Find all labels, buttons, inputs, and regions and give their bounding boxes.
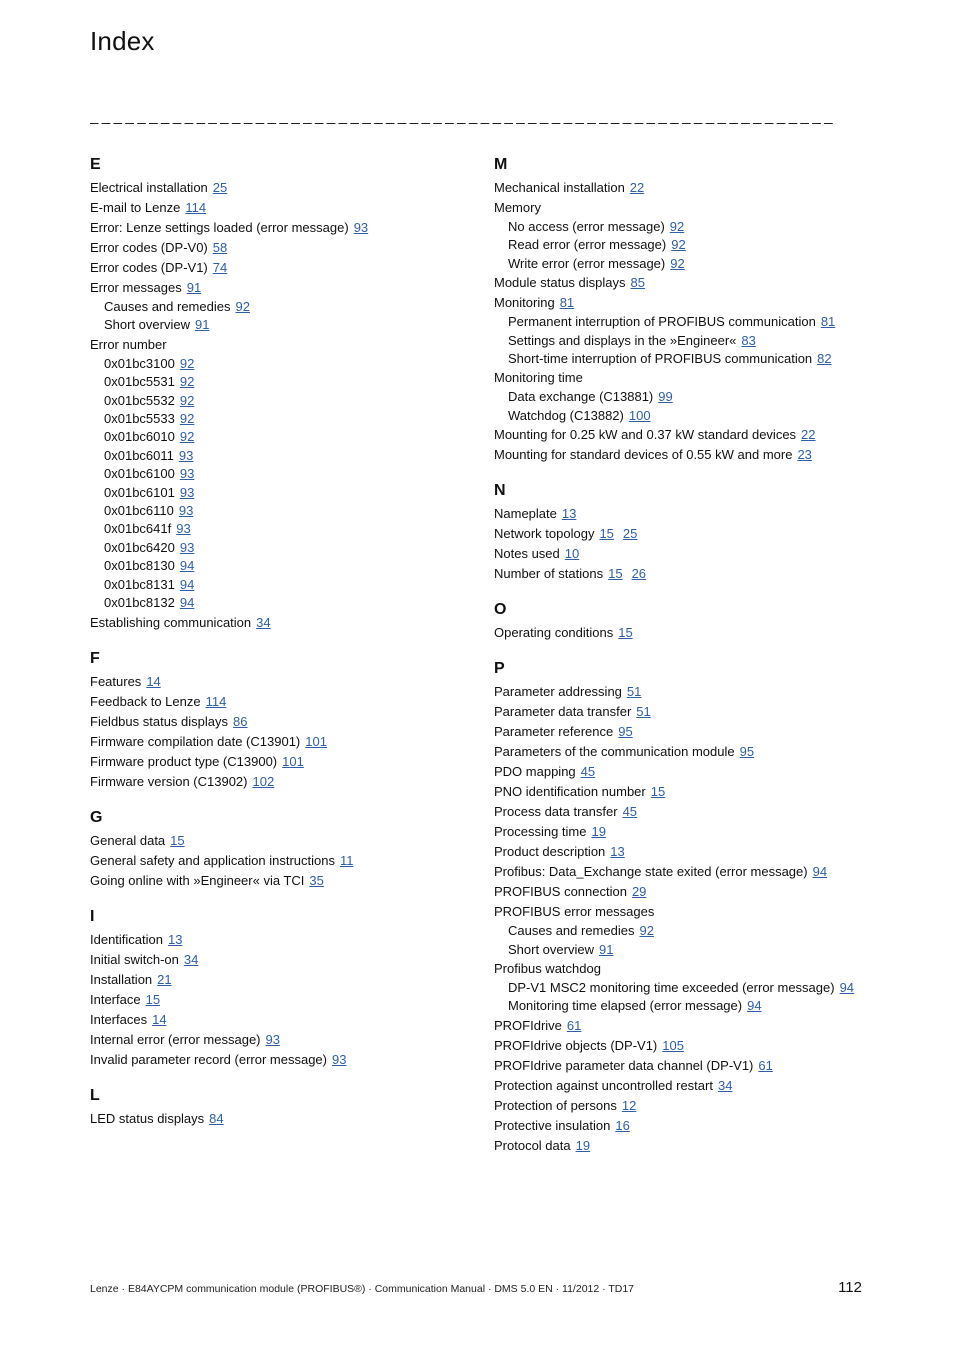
index-section-e — [90, 154, 470, 633]
entry-text: Initial switch-on — [90, 951, 179, 967]
index-entry — [494, 445, 874, 465]
index-subentry — [90, 447, 470, 465]
index-subentry — [494, 979, 874, 997]
index-entry — [494, 564, 874, 584]
index-section-m — [494, 154, 874, 465]
page-link[interactable]: 102 — [252, 773, 275, 789]
index-subentry — [90, 298, 470, 316]
section-letter: F — [90, 649, 100, 667]
entry-text: Operating conditions — [494, 625, 614, 641]
entry-text: Parameters of the communication module — [494, 744, 735, 760]
entry-text: LED status displays — [90, 1110, 205, 1126]
page-link[interactable]: 93 — [179, 466, 195, 482]
index-subentry — [90, 557, 470, 575]
index-subentry — [90, 355, 470, 373]
entry-text: E-mail to Lenze — [90, 200, 181, 215]
index-entry — [90, 198, 470, 218]
entry-text: 0x01bc6010 — [104, 429, 175, 445]
section-letter: L — [90, 1086, 100, 1104]
entry-text: Memory — [494, 200, 541, 215]
index-entry — [494, 959, 874, 979]
index-entry — [90, 851, 470, 871]
index-entry — [494, 742, 874, 762]
entry-text: Profibus: Data_Exchange state exited (error message) — [494, 864, 808, 880]
index-subentry — [90, 392, 470, 410]
entry-text: 0x01bc5531 — [104, 374, 175, 390]
page-link[interactable]: 34 — [183, 951, 199, 967]
index-entry — [90, 238, 470, 258]
index-entry — [90, 831, 470, 851]
page-link[interactable]: 26 — [631, 566, 647, 582]
page-link[interactable]: 100 — [628, 407, 651, 423]
section-letter: N — [494, 482, 506, 500]
entry-text: Interface — [90, 991, 141, 1007]
entry-text: Protocol data — [494, 1137, 571, 1153]
index-entry — [494, 1116, 874, 1136]
entry-text: Electrical installation — [90, 180, 208, 195]
page-link[interactable]: 86 — [233, 713, 248, 729]
entry-text: Monitoring time elapsed (error message) — [508, 998, 743, 1014]
page-link[interactable]: 25 — [212, 180, 228, 195]
index-entry — [494, 722, 874, 742]
entry-text: 0x01bc8130 — [104, 558, 175, 574]
index-entry — [90, 871, 470, 891]
section-letter: G — [90, 808, 103, 826]
page-link[interactable]: 51 — [636, 704, 651, 720]
page-link[interactable]: 92 — [179, 429, 195, 445]
index-subentry — [90, 373, 470, 391]
entry-text: Parameter data transfer — [494, 704, 632, 720]
entry-text: Read error (error message) — [508, 237, 667, 253]
page-link[interactable]: 23 — [797, 447, 812, 463]
index-entry — [494, 293, 874, 313]
entry-text: PROFIdrive parameter data channel (DP-V1) — [494, 1057, 754, 1073]
index-entry — [90, 278, 470, 298]
index-subentry — [494, 218, 874, 236]
entry-text: PROFIBUS connection — [494, 884, 627, 900]
entry-text: Interfaces — [90, 1011, 148, 1027]
entry-text: 0x01bc8132 — [104, 595, 175, 611]
index-section-p — [494, 658, 874, 1156]
index-column-right — [494, 154, 874, 1171]
index-column-left — [90, 154, 470, 1144]
index-subentry — [494, 388, 874, 406]
page-link[interactable]: 34 — [256, 614, 271, 630]
index-entry — [494, 842, 874, 862]
page-title: Index — [90, 26, 155, 56]
page-link[interactable]: 15 — [170, 832, 185, 848]
index-entry — [90, 732, 470, 752]
index-entry — [494, 544, 874, 564]
page-link[interactable]: 94 — [812, 864, 828, 880]
index-entry — [494, 1016, 874, 1036]
page-link[interactable]: 93 — [179, 484, 195, 500]
index-entry — [494, 524, 874, 544]
index-entry — [90, 258, 470, 278]
index-entry — [494, 425, 874, 445]
entry-text: Product description — [494, 844, 606, 860]
index-entry — [494, 1056, 874, 1076]
page-link[interactable]: 81 — [820, 314, 836, 330]
entry-text: 0x01bc5533 — [104, 411, 175, 427]
page-link[interactable]: 84 — [209, 1110, 224, 1126]
page-link[interactable]: 101 — [282, 753, 304, 769]
index-entry — [90, 692, 470, 712]
header-rule: _______________________________________________________________ — [90, 110, 837, 124]
entry-text: Identification — [90, 931, 163, 947]
entry-text: Causes and remedies — [508, 923, 635, 939]
page-link[interactable]: 91 — [598, 941, 614, 957]
entry-text: 0x01bc641f — [104, 521, 172, 537]
page-link[interactable]: 25 — [622, 526, 638, 542]
entry-text: 0x01bc6100 — [104, 466, 175, 482]
entry-text: PROFIdrive — [494, 1017, 562, 1033]
page-link[interactable]: 92 — [179, 411, 195, 427]
page-link[interactable]: 61 — [758, 1057, 773, 1073]
entry-text: 0x01bc5532 — [104, 392, 175, 408]
page-link[interactable]: 82 — [817, 351, 832, 367]
index-subentry — [494, 236, 874, 254]
index-entry — [494, 368, 874, 388]
page-link[interactable]: 15 — [608, 566, 623, 582]
page-link[interactable]: 83 — [741, 332, 756, 348]
entry-text: Error messages — [90, 280, 182, 295]
page-link[interactable]: 92 — [179, 374, 195, 390]
page-link[interactable]: 16 — [615, 1117, 630, 1133]
page-link[interactable]: 13 — [561, 506, 577, 522]
page-link[interactable]: 61 — [566, 1017, 582, 1033]
entry-text: Data exchange (C13881) — [508, 389, 654, 405]
index-section-n — [494, 480, 874, 584]
entry-text: PROFIdrive objects (DP-V1) — [494, 1037, 658, 1053]
page-link[interactable]: 15 — [599, 526, 614, 542]
index-entry — [494, 802, 874, 822]
page-link[interactable]: 92 — [670, 255, 685, 271]
index-entry — [494, 902, 874, 922]
footer-text: Lenze · E84AYCPM communication module (PROFIBUS®) · Communication Manual · DMS 5.0 EN · 11/2012 · TD17 — [90, 1283, 635, 1295]
index-subentry — [90, 410, 470, 428]
index-entry — [90, 1109, 470, 1129]
page-link[interactable]: 105 — [662, 1037, 684, 1053]
index-subentry — [90, 465, 470, 483]
page-link[interactable]: 93 — [176, 521, 191, 537]
entry-text: Fieldbus status displays — [90, 713, 229, 729]
entry-text: Mechanical installation — [494, 180, 625, 195]
entry-text: Permanent interruption of PROFIBUS communication — [508, 314, 816, 330]
index-subentry — [90, 539, 470, 557]
index-entry — [494, 1096, 874, 1116]
entry-text: 0x01bc6110 — [104, 503, 174, 519]
entry-text: 0x01bc3100 — [104, 355, 175, 371]
entry-text: PNO identification number — [494, 784, 646, 800]
page-link[interactable]: 92 — [179, 355, 195, 371]
page-link[interactable]: 85 — [630, 275, 645, 291]
page-link[interactable]: 93 — [178, 503, 194, 519]
page-link[interactable]: 35 — [309, 872, 324, 888]
entry-text: Firmware product type (C13900) — [90, 753, 278, 769]
entry-text: Firmware version (C13902) — [90, 773, 248, 789]
index-section-i — [90, 906, 470, 1070]
page-link[interactable]: 19 — [575, 1137, 591, 1153]
page-link[interactable]: 93 — [265, 1031, 280, 1047]
page-link[interactable]: 94 — [179, 558, 195, 574]
page-link[interactable]: 11 — [339, 852, 354, 868]
page-link[interactable]: 92 — [235, 299, 250, 314]
page-link[interactable]: 51 — [626, 684, 642, 700]
page-link[interactable]: 15 — [618, 625, 633, 641]
entry-text: Invalid parameter record (error message) — [90, 1051, 327, 1067]
index-entry — [90, 990, 470, 1010]
page-link[interactable]: 93 — [353, 220, 369, 235]
entry-text: Nameplate — [494, 506, 557, 522]
section-letter: E — [90, 156, 101, 173]
index-entry — [494, 273, 874, 293]
page-link[interactable]: 10 — [564, 546, 580, 562]
page-link[interactable]: 94 — [179, 576, 195, 592]
entry-text: Protection of persons — [494, 1097, 617, 1113]
entry-text: Establishing communication — [90, 614, 252, 630]
index-entry — [494, 1076, 874, 1096]
page-link[interactable]: 94 — [747, 998, 762, 1014]
page-link[interactable]: 93 — [331, 1051, 347, 1067]
index-section-o — [494, 599, 874, 643]
index-subentry — [90, 428, 470, 446]
page-link[interactable]: 21 — [157, 971, 172, 987]
index-entry — [90, 930, 470, 950]
index-entry — [90, 712, 470, 732]
page-link[interactable]: 58 — [212, 240, 228, 255]
index-subentry — [494, 941, 874, 959]
index-entry — [494, 862, 874, 882]
entry-text: Error: Lenze settings loaded (error message) — [90, 220, 349, 235]
entry-text: Short overview — [104, 317, 190, 333]
index-entry — [90, 1030, 470, 1050]
entry-text: Profibus watchdog — [494, 961, 601, 977]
entry-text: Feedback to Lenze — [90, 693, 201, 709]
entry-text: Short-time interruption of PROFIBUS communication — [508, 351, 813, 367]
entry-text: General safety and application instructions — [90, 852, 335, 868]
entry-text: Mounting for 0.25 kW and 0.37 kW standard devices — [494, 427, 797, 443]
index-section-f — [90, 648, 470, 792]
index-entry — [90, 178, 470, 198]
page-link[interactable]: 101 — [305, 733, 327, 749]
page-link[interactable]: 13 — [610, 844, 625, 860]
page-link[interactable]: 92 — [639, 923, 654, 939]
page-link[interactable]: 15 — [145, 991, 161, 1007]
entry-text: General data — [90, 832, 166, 848]
page-link[interactable]: 91 — [194, 317, 210, 333]
index-entry — [90, 950, 470, 970]
entry-text: Number of stations — [494, 566, 604, 582]
page-link[interactable]: 94 — [839, 980, 855, 996]
index-entry — [494, 504, 874, 524]
page-link[interactable]: 114 — [185, 200, 207, 215]
entry-text: Protective insulation — [494, 1117, 611, 1133]
entry-text: Firmware compilation date (C13901) — [90, 733, 301, 749]
index-subentry — [90, 316, 470, 334]
index-entry — [494, 762, 874, 782]
entry-text: Monitoring — [494, 295, 555, 311]
index-subentry — [494, 332, 874, 350]
page-link[interactable]: 81 — [559, 295, 575, 311]
entry-text: Causes and remedies — [104, 299, 231, 314]
index-entry — [90, 752, 470, 772]
index-entry — [494, 822, 874, 842]
page-link[interactable]: 92 — [179, 392, 195, 408]
page-link[interactable]: 34 — [717, 1077, 733, 1093]
page-link[interactable]: 92 — [669, 219, 685, 234]
index-subentry — [494, 922, 874, 940]
entry-text: PDO mapping — [494, 764, 576, 780]
entry-text: No access (error message) — [508, 219, 665, 234]
section-letter: I — [90, 907, 95, 925]
entry-text: Installation — [90, 971, 153, 987]
entry-text: Error number — [90, 336, 167, 352]
index-entry — [494, 882, 874, 902]
index-entry — [494, 682, 874, 702]
page-link[interactable]: 92 — [671, 237, 686, 253]
index-subentry — [494, 997, 874, 1015]
section-letter: P — [494, 660, 505, 678]
index-subentry — [90, 576, 470, 594]
page-link[interactable]: 12 — [621, 1097, 637, 1113]
index-entry — [494, 623, 874, 643]
index-entry — [90, 218, 470, 238]
page-link[interactable]: 95 — [739, 744, 755, 760]
page-link[interactable]: 29 — [631, 884, 647, 900]
entry-text: 0x01bc8131 — [104, 576, 175, 592]
page-link[interactable]: 19 — [591, 824, 606, 840]
entry-text: 0x01bc6011 — [104, 447, 174, 463]
index-entry — [494, 178, 874, 198]
page-link[interactable]: 45 — [622, 804, 638, 820]
entry-text: Notes used — [494, 546, 560, 562]
entry-text: PROFIBUS error messages — [494, 904, 655, 920]
index-subentry — [90, 594, 470, 612]
section-letter: O — [494, 601, 507, 619]
entry-text: Network topology — [494, 526, 595, 542]
page-link[interactable]: 13 — [168, 931, 183, 947]
index-subentry — [90, 484, 470, 502]
page-link[interactable]: 93 — [179, 539, 195, 555]
page-link[interactable]: 99 — [658, 389, 673, 405]
index-subentry — [494, 313, 874, 331]
index-entry — [90, 1050, 470, 1070]
index-section-l — [90, 1085, 470, 1129]
index-subentry — [494, 407, 874, 425]
entry-text: Watchdog (C13882) — [508, 407, 624, 423]
entry-text: Parameter reference — [494, 724, 614, 740]
index-entry — [494, 198, 874, 218]
index-subentry — [494, 255, 874, 273]
entry-text: Going online with »Engineer« via TCI — [90, 872, 305, 888]
page-number: 112 — [838, 1279, 862, 1296]
page-link[interactable]: 95 — [618, 724, 633, 740]
index-entry — [494, 782, 874, 802]
entry-text: Settings and displays in the »Engineer« — [508, 332, 737, 348]
entry-text: 0x01bc6420 — [104, 539, 175, 555]
index-entry — [494, 1136, 874, 1156]
index-entry — [90, 772, 470, 792]
entry-text: Internal error (error message) — [90, 1031, 261, 1047]
index-entry — [90, 613, 470, 633]
entry-text: DP-V1 MSC2 monitoring time exceeded (error message) — [508, 980, 835, 996]
entry-text: Write error (error message) — [508, 255, 666, 271]
page-link[interactable]: 14 — [146, 673, 161, 689]
index-section-g — [90, 807, 470, 891]
page-link[interactable]: 93 — [178, 447, 194, 463]
page-link[interactable]: 114 — [205, 693, 227, 709]
entry-text: 0x01bc6101 — [104, 484, 175, 500]
page-link[interactable]: 15 — [650, 784, 666, 800]
page-link[interactable]: 94 — [179, 595, 195, 611]
page-link[interactable]: 22 — [629, 180, 645, 195]
entry-text: Error codes (DP-V1) — [90, 260, 208, 275]
index-entry — [494, 1036, 874, 1056]
index-entry — [90, 335, 470, 355]
entry-text: Parameter addressing — [494, 684, 622, 700]
page-link[interactable]: 14 — [152, 1011, 167, 1027]
page-link[interactable]: 22 — [801, 427, 816, 443]
index-entry — [90, 672, 470, 692]
entry-text: Process data transfer — [494, 804, 618, 820]
index-subentry — [90, 502, 470, 520]
page-link[interactable]: 74 — [212, 260, 228, 275]
entry-text: Error codes (DP-V0) — [90, 240, 208, 255]
index-subentry — [90, 520, 470, 538]
index-entry — [90, 1010, 470, 1030]
entry-text: Protection against uncontrolled restart — [494, 1077, 713, 1093]
entry-text: Features — [90, 673, 142, 689]
entry-text: Mounting for standard devices of 0.55 kW and more — [494, 447, 793, 463]
entry-text: Module status displays — [494, 275, 626, 291]
entry-text: Monitoring time — [494, 370, 583, 386]
index-subentry — [494, 350, 874, 368]
page-link[interactable]: 45 — [580, 764, 596, 780]
section-letter: M — [494, 156, 508, 173]
index-entry — [494, 702, 874, 722]
index-entry — [90, 970, 470, 990]
entry-text: Short overview — [508, 941, 594, 957]
page-link[interactable]: 91 — [186, 280, 202, 295]
entry-text: Processing time — [494, 824, 587, 840]
